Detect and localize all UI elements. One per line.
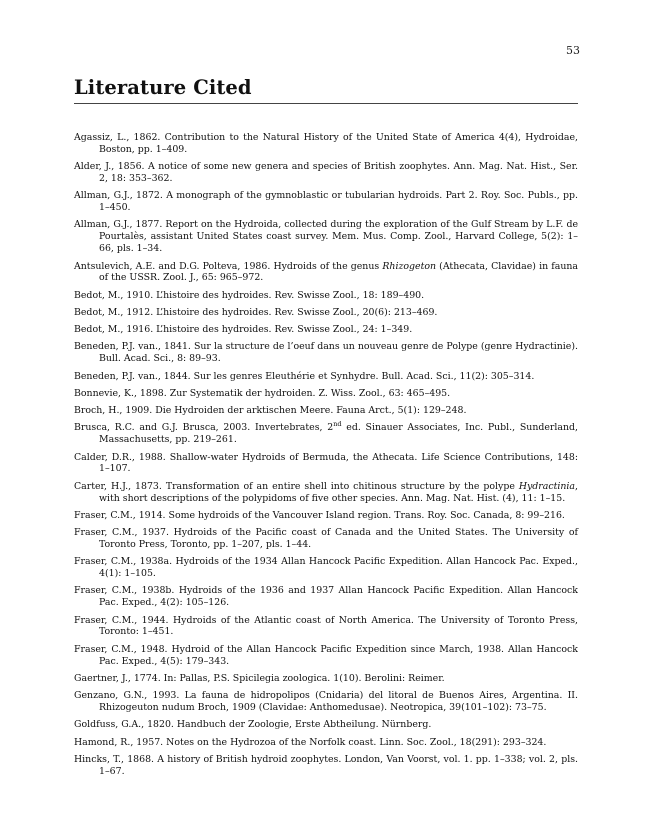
- reference-entry: [74, 673, 578, 685]
- reference-text: Broch, H., 1909. Die Hydroiden der arktischen Meere. Fauna Arct., 5(1): 129–248.: [74, 405, 467, 417]
- reference-text: Fraser, C.M., 1937. Hydroids of the Pacific coast of Canada and the United States. The University of Toronto Press, Toronto, pp. 1–207, pls. 1–44.: [74, 527, 578, 550]
- reference-entry: [74, 190, 578, 214]
- reference-entry: [74, 556, 578, 580]
- reference-text: Bedot, M., 1916. L’histoire des hydroides. Rev. Swisse Zool., 24: 1–349.: [74, 324, 413, 336]
- reference-entry: [74, 690, 578, 714]
- italic-taxon-name: Rhizogeton: [382, 260, 437, 272]
- reference-entry: [74, 324, 578, 336]
- reference-text: Fraser, C.M., 1938b. Hydroids of the 1936 and 1937 Allan Hancock Pacific Expedition. Allan Hancock Pac. Exped., 4(2): 105–126.: [74, 585, 578, 609]
- reference-text: Fraser, C.M., 1914. Some hydroids of the Vancouver Island region. Trans. Roy. Soc. Canada, 8: 99–216.: [74, 509, 565, 521]
- ordinal-superscript: nd: [333, 420, 342, 429]
- reference-text: Bedot, M., 1912. L’histoire des hydroides. Rev. Swisse Zool., 20(6): 213–469.: [74, 306, 438, 318]
- reference-text: Bonnevie, K., 1898. Zur Systematik der hydroiden. Z. Wiss. Zool., 63: 465–495.: [74, 387, 451, 399]
- reference-entry: [74, 307, 578, 319]
- page-number: 53: [566, 44, 580, 57]
- reference-text: Allman, G.J., 1872. A monograph of the gymnoblastic or tubularian hydroids. Part 2. Roy. Soc. Publs., pp. 1–450.: [74, 190, 578, 214]
- reference-entry: [74, 452, 578, 476]
- reference-text: (Athecata, Clavidae) in fauna of the USSR. Zool. J., 65: 965–972.: [99, 260, 578, 284]
- reference-entry: [74, 290, 578, 302]
- reference-text: Goldfuss, G.A., 1820. Handbuch der Zoologie, Erste Abtheilung. Nürnberg.: [74, 719, 432, 731]
- reference-entry: [74, 644, 578, 668]
- reference-text: Fraser, C.M., 1944. Hydroids of the Atlantic coast of North America. The University of Toronto Press, Toronto: 1–451.: [74, 614, 578, 638]
- reference-entry: [74, 481, 578, 505]
- reference-text: ed. Sinauer Associates, Inc. Publ., Sunderland, Massachusetts, pp. 219–261.: [99, 422, 578, 446]
- italic-taxon-name: Hydractinia: [518, 480, 576, 492]
- reference-entry: [74, 388, 578, 400]
- reference-list: [74, 132, 578, 783]
- reference-text: Bedot, M., 1910. L’histoire des hydroides. Rev. Swisse Zool., 18: 189–490.: [74, 289, 425, 301]
- reference-text: Antsulevich, A.E. and D.G. Polteva, 1986. Hydroids of the genus: [74, 260, 383, 272]
- reference-text: Genzano, G.N., 1993. La fauna de hidropolipos (Cnidaria) del litoral de Buenos Aires, Argentina. II. Rhizogeuton nudum Broch, 1909 (Clavidae: Anthomedusae). Neotropica, 39(101–102): 73–75.: [74, 690, 578, 713]
- reference-text: Allman, G.J., 1877. Report on the Hydroida, collected during the exploration of the Gulf Stream by L.F. de Pourtalès, assistant United States coast survey. Mem. Mus. Comp. Zool., Harvard College, 5(2): 1–66, pls. 1–34.: [74, 219, 578, 255]
- reference-text: Calder, D.R., 1988. Shallow-water Hydroids of Bermuda, the Athecata. Life Science Contributions, 148: 1–107.: [74, 451, 578, 475]
- reference-text: Beneden, P.J. van., 1844. Sur les genres Eleuthérie et Synhydre. Bull. Acad. Sci., 11(2): 305–314.: [74, 370, 535, 382]
- reference-entry: [74, 261, 578, 285]
- reference-text: Agassiz, L., 1862. Contribution to the Natural History of the United State of America 4(4), Hydroidae, Boston, pp. 1–409.: [74, 132, 578, 155]
- section-heading: Literature Cited: [74, 76, 252, 99]
- reference-text: Brusca, R.C. and G.J. Brusca, 2003. Invertebrates, 2: [74, 422, 334, 434]
- reference-text: , with short descriptions of the polypidoms of five other species. Ann. Mag. Nat. Hist. (4), 11: 1–15.: [99, 480, 578, 504]
- reference-text: Fraser, C.M., 1938a. Hydroids of the 1934 Allan Hancock Pacific Expedition. Allan Hancock Pac. Exped., 4(1): 1–105.: [74, 556, 578, 580]
- reference-entry: [74, 754, 578, 778]
- reference-entry: [74, 161, 578, 185]
- reference-text: Hamond, R., 1957. Notes on the Hydrozoa of the Norfolk coast. Linn. Soc. Zool., 18(291): 293–324.: [74, 736, 547, 748]
- reference-entry: [74, 719, 578, 731]
- reference-text: Gaertner, J., 1774. In: Pallas, P.S. Spicilegia zoologica. 1(10). Berolini: Reimer.: [74, 672, 445, 684]
- reference-entry: [74, 132, 578, 156]
- reference-entry: [74, 510, 578, 522]
- reference-entry: [74, 585, 578, 609]
- reference-entry: [74, 341, 578, 365]
- reference-text: Alder, J., 1856. A notice of some new genera and species of British zoophytes. Ann. Mag. Nat. Hist., Ser. 2, 18: 353–362.: [74, 161, 578, 185]
- reference-entry: [74, 527, 578, 551]
- reference-entry: [74, 405, 578, 417]
- reference-entry: [74, 371, 578, 383]
- reference-text: Carter, H.J., 1873. Transformation of an entire shell into chitinous structure by the polype: [74, 480, 519, 492]
- reference-entry: [74, 219, 578, 255]
- reference-text: Hincks, T., 1868. A history of British hydroid zoophytes. London, Van Voorst, vol. 1. pp. 1–338; vol. 2, pls. 1–67.: [74, 753, 578, 777]
- heading-rule: [74, 103, 578, 104]
- reference-text: Fraser, C.M., 1948. Hydroid of the Allan Hancock Pacific Expedition since March, 1938. Allan Hancock Pac. Exped., 4(5): 179–343.: [74, 643, 578, 667]
- reference-entry: [74, 737, 578, 749]
- reference-entry: [74, 615, 578, 639]
- reference-entry: [74, 422, 578, 446]
- reference-text: Beneden, P.J. van., 1841. Sur la structure de l’oeuf dans un nouveau genre de Polype (genre Hydractinie). Bull. Acad. Sci., 8: 89–93.: [74, 341, 578, 365]
